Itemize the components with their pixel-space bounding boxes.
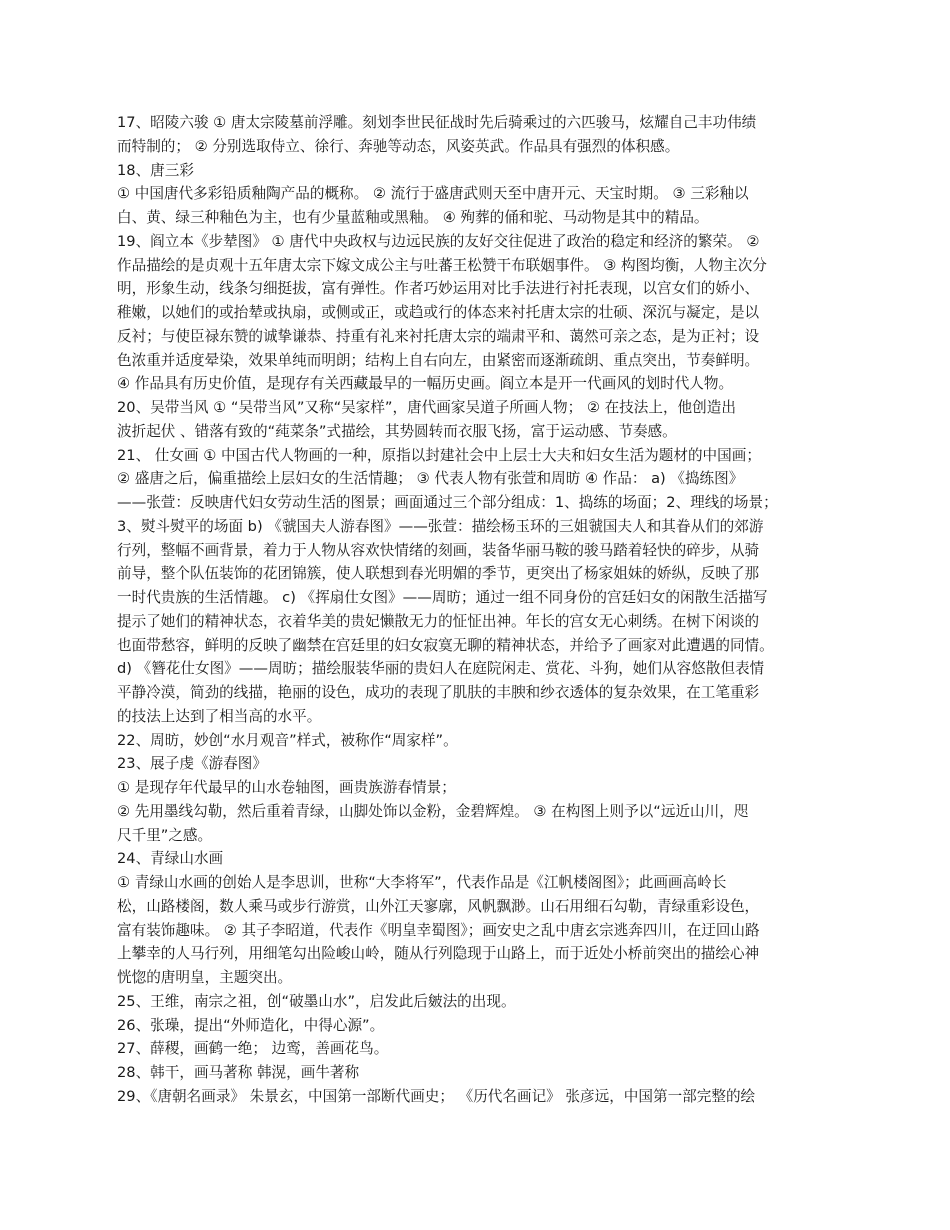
text-line: 28、韩干，画马著称 韩滉，画牛著称 bbox=[117, 1064, 360, 1081]
text-line: 20、吴带当风 ① “吴带当风”又称“吴家样”，唐代画家吴道子所画人物； ② 在技法上，他创造出 bbox=[117, 399, 736, 416]
text-line: 的技法上达到了相当高的水平。 bbox=[117, 707, 322, 725]
text-line: 26、张璪，提出“外师造化，中得心源”。 bbox=[117, 1016, 385, 1034]
text-line: 白、黄、绿三种釉色为主，也有少量蓝釉或黑釉。 ④ 殉葬的俑和驼、马动物是其中的精品。 bbox=[117, 209, 709, 226]
text-line: 松，山路楼阁，数人乘马或步行游赏，山外江天寥廓，风帆飘渺。山石用细石勾勒，青绿重彩设色， bbox=[117, 897, 760, 915]
text-line: ① 是现存年代最早的山水卷轴图，画贵族游春情景； bbox=[117, 779, 456, 796]
text-line: 作品描绘的是贞观十五年唐太宗下嫁文成公主与吐蕃王松赞干布联姻事件。 ③ 构图均衡，人物主次分 bbox=[117, 256, 767, 274]
text-line: 反衬；与使臣禄东赞的诚挚谦恭、持重有礼来衬托唐太宗的端肃平和、蔼然可亲之态，是为正衬；设 bbox=[117, 327, 760, 345]
text-line: 提示了她们的精神状态，衣着华美的贵妃懒散无力的怔怔出神。年长的宫女无心刺绣。在树下闲谈的 bbox=[117, 612, 760, 630]
text-line: 波折起伏 、错落有致的“莼菜条”式描绘，其势圆转而衣服飞扬，富于运动感、节奏感。 bbox=[117, 422, 677, 440]
text-line: ① 中国唐代多彩铅质釉陶产品的概称。 ② 流行于盛唐武则天至中唐开元、天宝时期。 ③ 三彩釉以 bbox=[117, 185, 749, 203]
text-line: 前导，整个队伍装饰的花团锦簇，使人联想到春光明媚的季节，更突出了杨家姐妹的娇纵，反映了那 bbox=[117, 565, 760, 583]
text-line: 色浓重并适度晕染，效果单纯而明朗；结构上自右向左，由紧密而逐渐疏朗、重点突出，节奏鲜明。 bbox=[117, 351, 760, 369]
document-body bbox=[117, 111, 839, 1109]
text-line: 平静冷漠，简劲的线描，艳丽的设色，成功的表现了肌肤的丰腴和纱衣透体的复杂效果，在工笔重彩 bbox=[117, 684, 760, 701]
text-line: ——张萱：反映唐代妇女劳动生活的图景；画面通过三个部分组成：1、捣练的场面；2、理线的场景； bbox=[117, 494, 778, 511]
text-line: 上攀幸的人马行列，用细笔勾出险峻山岭，随从行列隐现于山路上，而于近处小桥前突出的描绘心神 bbox=[117, 945, 760, 963]
text-line: 一时代贵族的生活情趣。 c) 《挥扇仕女图》——周昉；通过一组不同身份的宫廷妇女的闲散生活描写 bbox=[117, 589, 768, 606]
text-line: 27、薛稷，画鹤一绝； 边鸾，善画花鸟。 bbox=[117, 1040, 389, 1058]
text-line: 22、周昉，妙创“水月观音”样式，被称作“周家样”。 bbox=[117, 731, 458, 749]
text-line: ① 青绿山水画的创始人是李思训，世称“大李将军”，代表作品是《江帆楼阁图》；此画画高岭长 bbox=[117, 874, 727, 891]
text-line: 尺千里”之感。 bbox=[117, 826, 213, 844]
text-line: 23、展子虔《游春图》 bbox=[117, 755, 267, 773]
text-line: 21、 仕女画 ① 中国古代人物画的一种，原指以封建社会中上层士大夫和妇女生活为题材的中国画； bbox=[117, 446, 761, 464]
text-line: 明，形象生动，线条匀细挺拔，富有弹性。作者巧妙运用对比手法进行衬托表现，以宫女们的娇小、 bbox=[117, 280, 760, 298]
text-line: ④ 作品具有历史价值，是现存有关西藏最早的一幅历史画。阎立本是开一代画风的划时代人物。 bbox=[117, 375, 734, 393]
text-line: d) 《簪花仕女图》——周昉；描绘服装华丽的贵妇人在庭院闲走、赏花、斗狗，她们从容悠散但表情 bbox=[117, 660, 765, 678]
text-line: 25、王维，南宗之祖，创“破墨山水”，启发此后皴法的出现。 bbox=[117, 992, 516, 1010]
text-line: 19、阎立本《步辇图》 ① 唐代中央政权与边远民族的友好交往促进了政治的稳定和经济的繁荣。 ② bbox=[117, 232, 760, 250]
text-line: ② 先用墨线勾勒，然后重着青绿，山脚处饰以金粉，金碧辉煌。 ③ 在构图上则予以“远近山川，咫 bbox=[117, 802, 749, 820]
text-line: 29、《唐朝名画录》 朱景玄，中国第一部断代画史； 《历代名画记》 张彦远，中国第一部完整的绘 bbox=[117, 1087, 756, 1105]
text-line: 富有装饰趣味。 ② 其子李昭道，代表作《明皇幸蜀图》；画安史之乱中唐玄宗逃奔四川，在迂回山路 bbox=[117, 921, 760, 939]
text-line: 而特制的； ② 分别选取侍立、徐行、奔驰等动态，风姿英武。作品具有强烈的体积感。 bbox=[117, 137, 680, 155]
text-line: 17、昭陵六骏 ① 唐太宗陵墓前浮雕。刻划李世民征战时先后骑乘过的六匹骏马，炫耀自己丰功伟绩 bbox=[117, 114, 757, 131]
text-line: 3、熨斗熨平的场面 b) 《虢国夫人游春图》——张萱：描绘杨玉环的三姐虢国夫人和其眷从们的郊游 bbox=[117, 517, 764, 535]
text-line: 也面带愁容，鲜明的反映了幽禁在宫廷里的妇女寂寞无聊的精神状态，并给予了画家对此遭遇的同情。 bbox=[117, 636, 774, 654]
text-line: 18、唐三彩 bbox=[117, 161, 194, 179]
text-line: ② 盛唐之后，偏重描绘上层妇女的生活情趣； ③ 代表人物有张萱和周昉 ④ 作品： a) 《捣练图》 bbox=[117, 470, 744, 488]
text-line: 行列，整幅不画背景，着力于人物从容欢快情绪的刻画，装备华丽马鞍的骏马踏着轻快的碎步，从骑 bbox=[117, 541, 760, 559]
text-line: 稚嫩，以她们的或抬辇或执扇，或侧或正，或趋或行的体态来衬托唐太宗的壮硕、深沉与凝定，是以 bbox=[117, 304, 760, 321]
text-line: 24、青绿山水画 bbox=[117, 850, 224, 868]
text-line: 恍惚的唐明皇，主题突出。 bbox=[117, 969, 293, 986]
